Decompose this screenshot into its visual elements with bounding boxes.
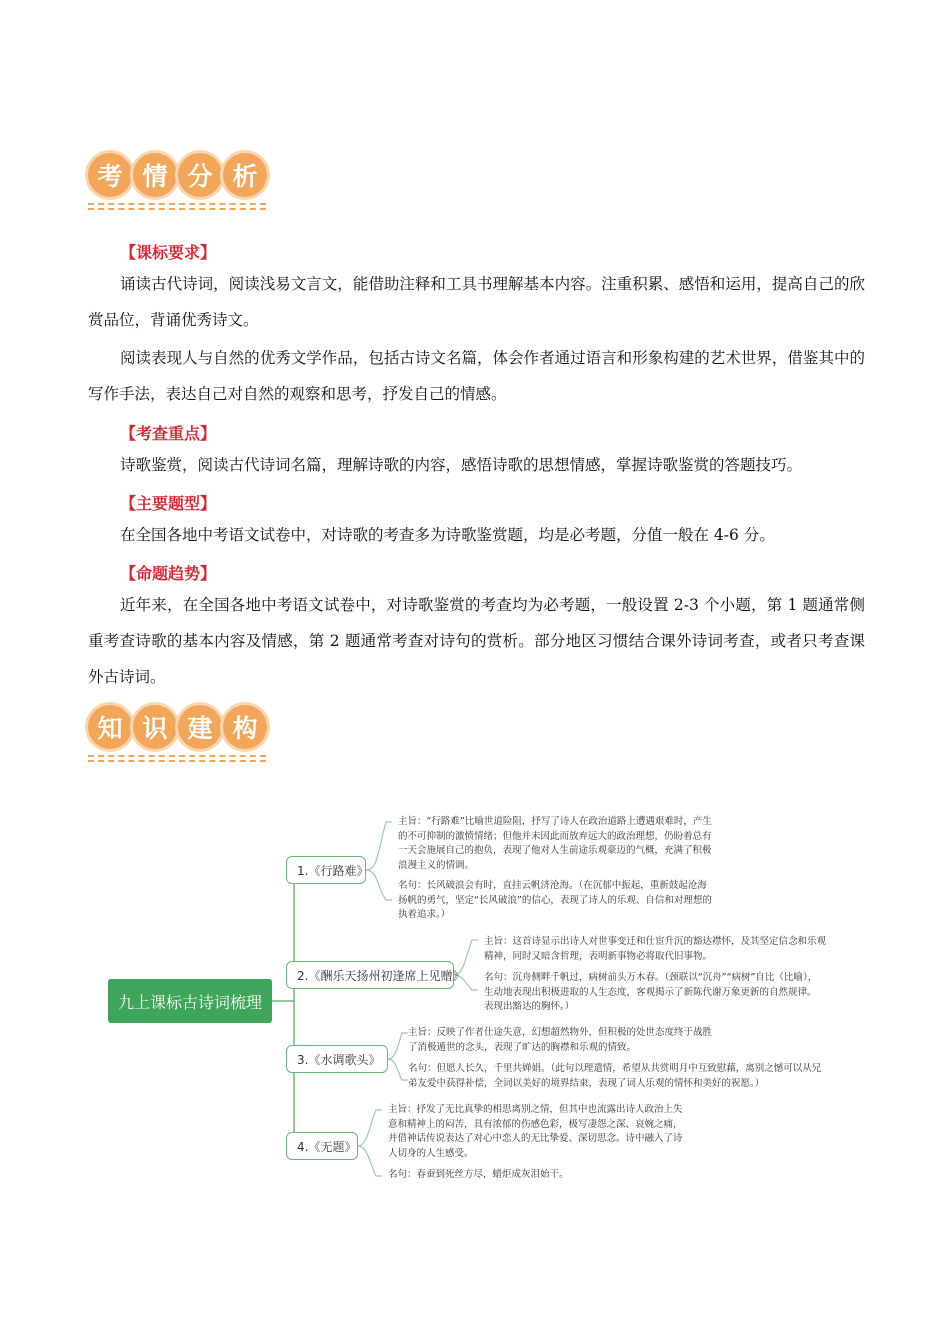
paragraph-types: 在全国各地中考语文试卷中，对诗歌的考查多为诗歌鉴赏题，均是必考题，分值一般在 4-6 分。 <box>120 526 775 544</box>
mindmap-leaf-quote: 名句：沉舟侧畔千帆过，病树前头万木春。（颈联以“沉舟”“病树”自比（比喻），生动地表现出积极进取的人生态度，客观揭示了新陈代谢万象更新的自然规律。表现出豁达的胸怀。） <box>484 972 818 1012</box>
paragraph-trend: 近年来，在全国各地中考语文试卷中，对诗歌鉴赏的考查均为必考题，一般设置 2-3 个小题，第 1 题通常侧重考查诗歌的基本内容及情感，第 2 题通常考查对诗句的赏析。部分地区习惯结合课外诗词考查，或者只考查课外古诗词。 <box>88 596 865 686</box>
label-trend: 【命题趋势】 <box>120 564 217 583</box>
header-char: 构 <box>223 705 267 749</box>
mindmap-node-1: 1.《行路难》 <box>286 856 366 884</box>
header-char: 识 <box>133 705 177 749</box>
header-char: 建 <box>178 705 222 749</box>
mindmap-leaf-quote: 名句：但愿人长久，千里共婵娟。（此句以理遣情，希望从共赏明月中互致慰藉，离别之憾可以从兄弟友爱中获得补偿，全词以美好的境界结束，表现了词人乐观的情怀和美好的祝愿。） <box>408 1063 822 1089</box>
mindmap-node-3: 3.《水调歌头》 <box>286 1045 388 1073</box>
paragraph-focus: 诗歌鉴赏，阅读古代诗词名篇，理解诗歌的内容，感悟诗歌的思想情感，掌握诗歌鉴赏的答题技巧。 <box>120 456 803 474</box>
label-focus: 【考查重点】 <box>120 424 217 443</box>
paragraph-curriculum-2: 阅读表现人与自然的优秀文学作品，包括古诗文名篇，体会作者通过语言和形象构建的艺术世界，借鉴其中的写作手法，表达自己对自然的观察和思考，抒发自己的情感。 <box>88 349 865 403</box>
header-char: 情 <box>133 153 177 197</box>
paragraph-curriculum-1: 诵读古代诗词，阅读浅易文言文，能借助注释和工具书理解基本内容。注重积累、感悟和运用，提高自己的欣赏品位，背诵优秀诗文。 <box>88 275 865 329</box>
mindmap-leaf-theme: 主旨：“行路难”比喻世道险阻，抒写了诗人在政治道路上遭遇艰难时，产生的不可抑制的激愤情绪；但他并未因此而放弃远大的政治理想，仍盼着总有一天会施展自己的抱负，表现了他对人生前途乐观豪迈的气概，充满了积极浪漫主义的情调。 <box>398 816 712 871</box>
mindmap-root: 九上课标古诗词梳理 <box>108 979 272 1023</box>
mindmap-leaf-theme: 主旨：反映了作者仕途失意，幻想超然物外，但积极的处世态度终于战胜了消极遁世的念头，表现了旷达的胸襟和乐观的情致。 <box>408 1027 713 1053</box>
mindmap-leaf-quote: 名句：长风破浪会有时，直挂云帆济沧海。（在沉郁中振起，重新鼓起沧海扬帆的勇气，坚定“长风破浪”的信心，表现了诗人的乐观、自信和对理想的执着追求。） <box>398 880 712 920</box>
mindmap-leaf-theme: 主旨：这首诗显示出诗人对世事变迁和仕宦升沉的豁达襟怀，及其坚定信念和乐观精神，同时又暗含哲理，表明新事物必将取代旧事物。 <box>484 936 827 962</box>
header-char: 考 <box>88 153 132 197</box>
mindmap-node-2: 2.《酬乐天扬州初逢席上见赠》 <box>286 961 454 989</box>
header-char: 析 <box>223 153 267 197</box>
header-char: 分 <box>178 153 222 197</box>
label-curriculum: 【课标要求】 <box>120 243 217 262</box>
mindmap-node-4: 4.《无题》 <box>286 1132 358 1160</box>
header-char: 知 <box>88 705 132 749</box>
mindmap-leaf-quote: 名句：春蚕到死丝方尽，蜡炬成灰泪始干。 <box>388 1169 569 1180</box>
label-types: 【主要题型】 <box>120 494 217 513</box>
mindmap-leaf-theme: 主旨：抒发了无比真挚的相思离别之情，但其中也流露出诗人政治上失意和精神上的闷苦，具有浓郁的伤感色彩，极写凄怨之深、哀婉之痛，并借神话传说表达了对心中恋人的无比挚爱、深切思念。诗中融入了诗人切身的人生感受。 <box>388 1104 683 1159</box>
